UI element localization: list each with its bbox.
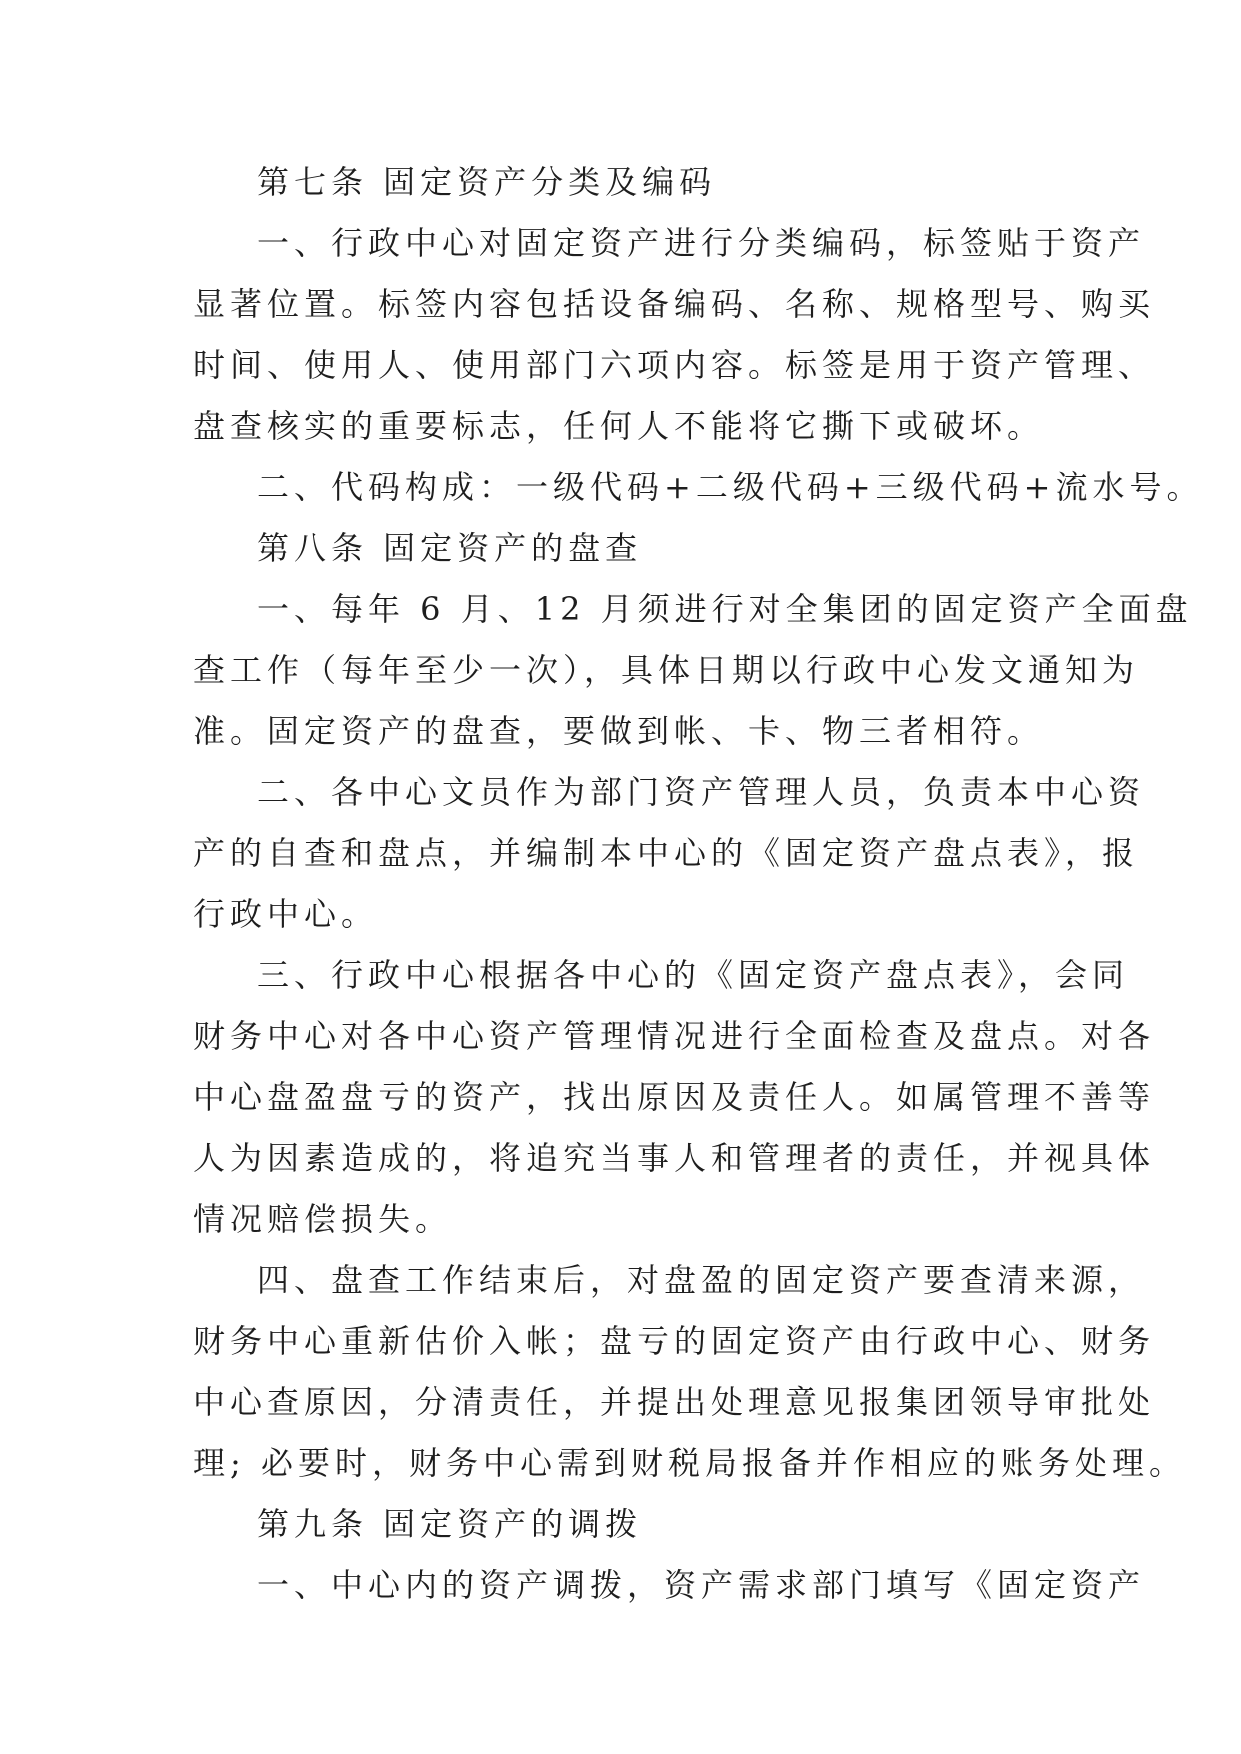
document-body: [193, 152, 1204, 1616]
paragraph-line: 中心查原因，分清责任，并提出处理意见报集团领导审批处: [193, 1383, 1156, 1421]
paragraph-line: 一、行政中心对固定资产进行分类编码，标签贴于资产: [257, 224, 1146, 262]
paragraph-line: 理; 必要时，财务中心需到财税局报备并作相应的账务处理。: [193, 1444, 1186, 1482]
paragraph-line: 中心盘盈盘亏的资产，找出原因及责任人。如属管理不善等: [193, 1078, 1156, 1116]
paragraph-line: 财务中心对各中心资产管理情况进行全面检查及盘点。对各: [193, 1017, 1156, 1055]
paragraph-line: 三、行政中心根据各中心的《固定资产盘点表》，会同: [257, 956, 1130, 994]
paragraph-line: 人为因素造成的，将追究当事人和管理者的责任，并视具体: [193, 1139, 1156, 1177]
article-7-heading: 第七条 固定资产分类及编码: [257, 163, 717, 201]
paragraph-line: 查工作（每年至少一次），具体日期以行政中心发文通知为: [193, 651, 1140, 689]
paragraph-line: 一、中心内的资产调拨，资产需求部门填写《固定资产: [257, 1566, 1146, 1604]
article-8-heading: 第八条 固定资产的盘查: [257, 529, 643, 567]
paragraph-line: 显著位置。标签内容包括设备编码、名称、规格型号、购买: [193, 285, 1156, 323]
paragraph-line: 二、各中心文员作为部门资产管理人员，负责本中心资: [257, 773, 1146, 811]
paragraph-line: 盘查核实的重要标志，任何人不能将它撕下或破坏。: [193, 407, 1045, 445]
paragraph-line: 准。固定资产的盘查，要做到帐、卡、物三者相符。: [193, 712, 1045, 750]
paragraph-line: 产的自查和盘点，并编制本中心的《固定资产盘点表》，报: [193, 834, 1140, 872]
article-9-heading: 第九条 固定资产的调拨: [257, 1505, 643, 1543]
paragraph-line: 情况赔偿损失。: [193, 1200, 453, 1238]
paragraph-line: 财务中心重新估价入帐；盘亏的固定资产由行政中心、财务: [193, 1322, 1156, 1360]
paragraph-line: 时间、使用人、使用部门六项内容。标签是用于资产管理、: [193, 346, 1156, 384]
paragraph-line: 行政中心。: [193, 895, 379, 933]
paragraph-line: 二、代码构成：一级代码+二级代码+三级代码+流水号。: [257, 468, 1204, 506]
paragraph-line: 一、每年 6 月、12 月须进行对全集团的固定资产全面盘: [257, 590, 1193, 628]
paragraph-line: 四、盘查工作结束后，对盘盈的固定资产要查清来源，: [257, 1261, 1146, 1299]
